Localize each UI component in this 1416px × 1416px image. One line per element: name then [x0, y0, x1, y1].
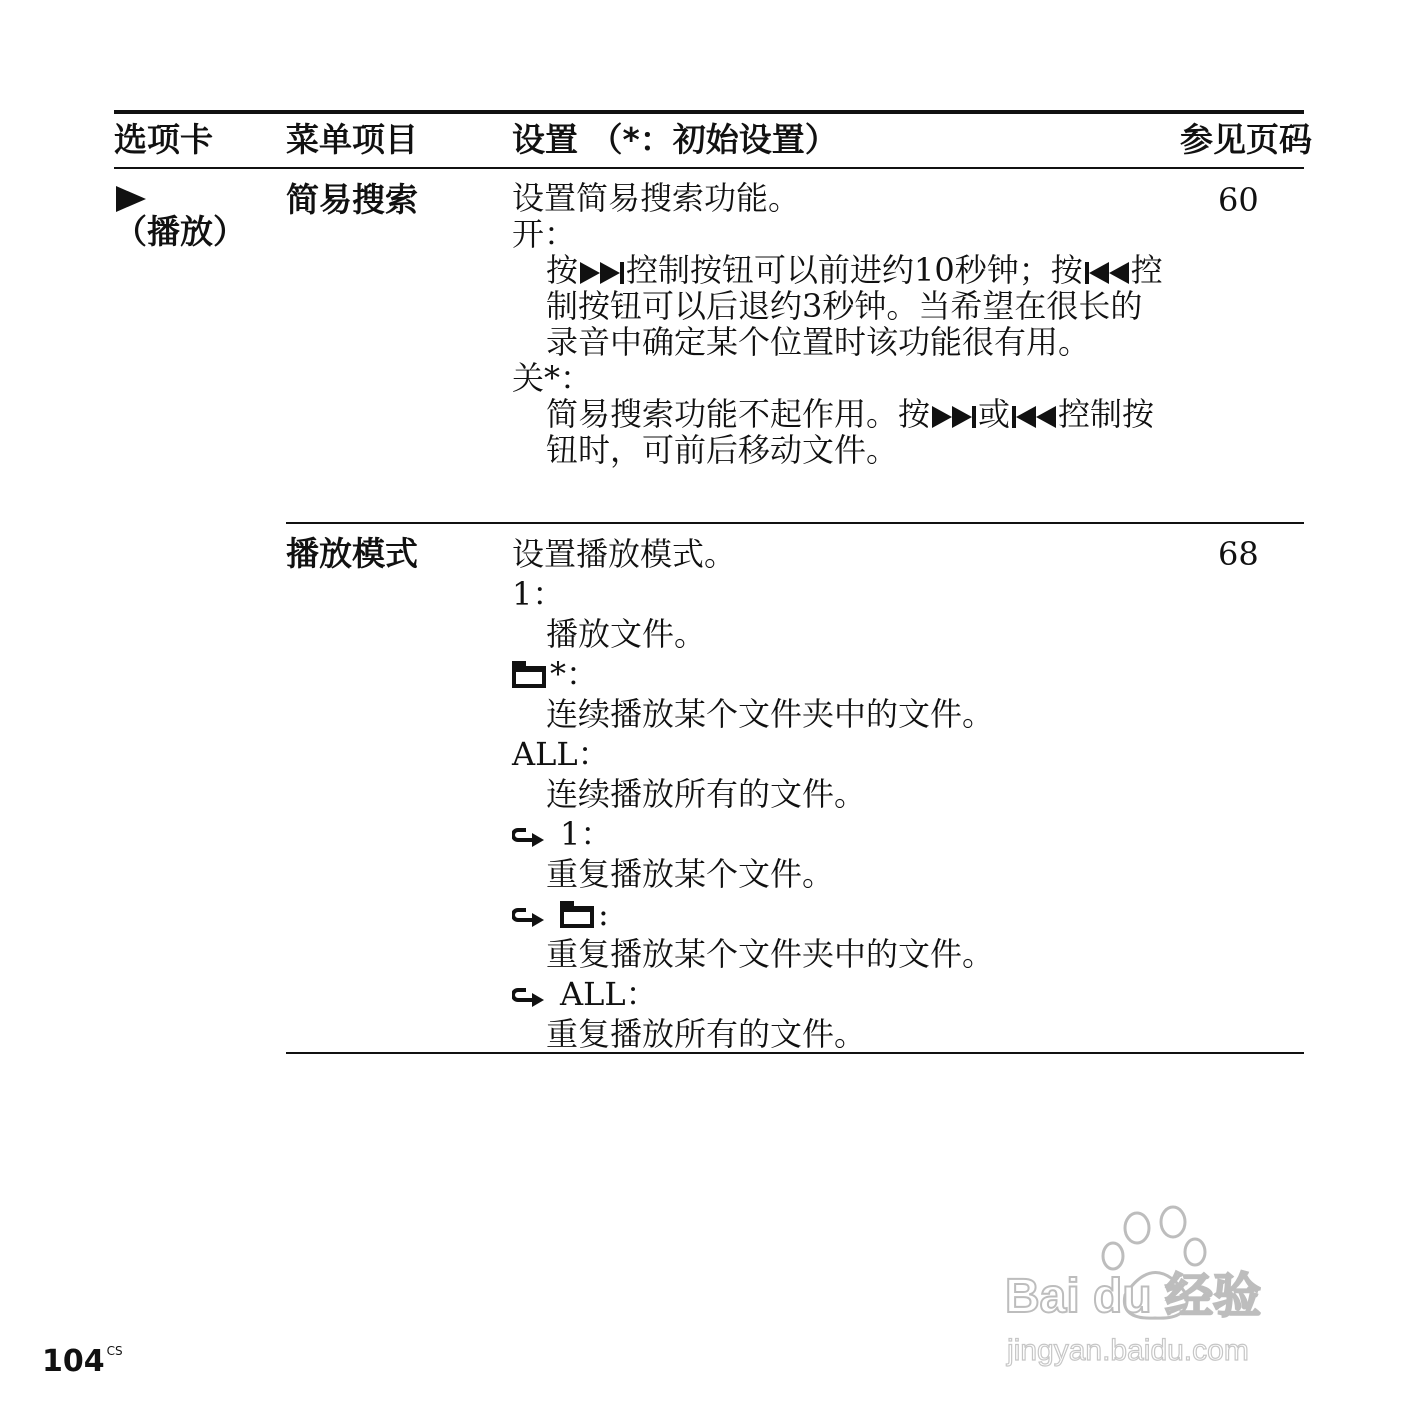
- play-mode-intro: 设置播放模式。: [512, 535, 737, 573]
- watermark-url: jingyan.baidu.com: [1007, 1334, 1249, 1367]
- easy-search-description: [512, 180, 1172, 468]
- header-setting: 设置 （*：初始设置）: [512, 120, 838, 159]
- header-menu-item: 菜单项目: [286, 120, 418, 159]
- option-label: [512, 814, 1172, 854]
- on-desc-part: 按: [546, 251, 579, 289]
- folder-icon: [512, 666, 546, 688]
- menu-item-play-mode: 播放模式: [286, 534, 418, 573]
- forward-skip-icon: [580, 259, 624, 287]
- page-number-suffix: CS: [106, 1344, 123, 1358]
- tab-label: （播放）: [114, 212, 246, 251]
- rewind-skip-icon: [1085, 259, 1129, 287]
- on-desc-part: 控制按钮可以后退约3秒钟。当希望在很长的录音中确定某个位置时该功能很有用。: [546, 251, 1163, 361]
- option-desc: 播放文件。: [546, 615, 707, 653]
- option-desc: 连续播放所有的文件。: [546, 775, 867, 813]
- option-desc: 重复播放所有的文件。: [546, 1015, 867, 1053]
- row-divider: [286, 522, 1304, 524]
- on-desc-part: 控制按钮可以前进约10秒钟；按: [626, 251, 1083, 289]
- option-label: 1：: [512, 575, 565, 613]
- option-label: [512, 894, 1172, 934]
- on-label: 开：: [512, 215, 577, 253]
- on-description: [512, 252, 1172, 360]
- off-desc-part: 控制按钮时，可前后移动文件。: [546, 395, 1155, 469]
- off-desc-part: 或: [978, 395, 1011, 433]
- repeat-icon: [512, 826, 546, 848]
- option-label-text: :: [598, 895, 609, 933]
- option-label-text: 1：: [560, 815, 613, 853]
- tab-cell: [114, 182, 246, 252]
- baidu-jingyan-watermark: [1005, 1200, 1335, 1370]
- page-ref-play-mode: 68: [1218, 535, 1259, 573]
- option-desc: 连续播放某个文件夹中的文件。: [546, 695, 995, 733]
- option-label: [512, 654, 1172, 694]
- menu-item-easy-search: 简易搜索: [286, 180, 418, 219]
- option-desc: 重复播放某个文件夹中的文件。: [546, 935, 995, 973]
- page-ref-easy-search: 60: [1218, 181, 1259, 219]
- rewind-skip-icon: [1012, 403, 1056, 431]
- page-number: [42, 1344, 123, 1379]
- off-desc-part: 简易搜索功能不起作用。按: [546, 395, 931, 433]
- option-label-text: ALL：: [560, 975, 658, 1013]
- table-top-rule: [114, 110, 1304, 114]
- easy-search-intro: 设置简易搜索功能。: [512, 179, 801, 217]
- option-label: [512, 974, 1172, 1014]
- header-page-ref: 参见页码: [1180, 120, 1312, 159]
- off-label: 关*：: [512, 359, 593, 397]
- play-icon: [116, 186, 146, 212]
- repeat-icon: [512, 986, 546, 1008]
- off-description: [512, 396, 1172, 468]
- page-number-value: 104: [42, 1344, 105, 1379]
- watermark-brand: Bai du 经验: [1005, 1270, 1262, 1323]
- play-mode-description: [512, 534, 1172, 1054]
- repeat-icon: [512, 906, 546, 928]
- header-bottom-rule: [114, 167, 1304, 169]
- forward-skip-icon: [932, 403, 976, 431]
- folder-icon: [560, 906, 594, 928]
- header-tab: 选项卡: [114, 120, 213, 159]
- option-desc: 重复播放某个文件。: [546, 855, 835, 893]
- option-label-text: *：: [550, 655, 599, 693]
- option-label: ALL：: [512, 735, 610, 773]
